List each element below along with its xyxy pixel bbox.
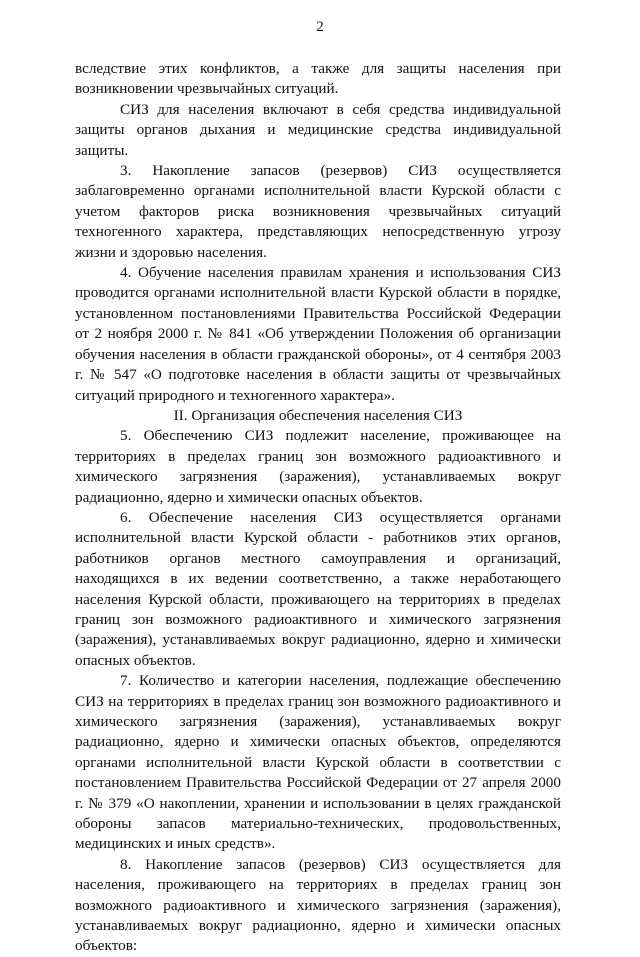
paragraph-8: 8. Накопление запасов (резервов) СИЗ осуществляется для населения, проживающего на территориях в пределах границ зон возможного радиоактивного и химического загрязнения (заражения), устанавливаемых вокруг радиационно, ядерно и химически опасных объектов: (75, 855, 561, 955)
paragraph-siz-composition: СИЗ для населения включают в себя средства индивидуальной защиты органов дыхания и медицинские средства индивидуальной защиты. (75, 100, 561, 159)
document-body (75, 59, 561, 957)
page-number: 2 (316, 19, 324, 35)
paragraph-6: 6. Обеспечение населения СИЗ осуществляется органами исполнительной власти Курской области - работников этих органов, работников органов местного самоуправления и организаций, находящихся в их ведении соответственно, а также неработающего населения Курской области, проживающего на территориях в пределах границ зон возможного радиоактивного и химического загрязнения (заражения), устанавливаемых вокруг радиационно, ядерно и химически опасных объектов. (75, 508, 561, 669)
paragraph-5: 5. Обеспечению СИЗ подлежит население, проживающее на территориях в пределах границ зон возможного радиоактивного и химического загрязнения (заражения), устанавливаемых вокруг радиационно, ядерно и химически опасных объектов. (75, 427, 561, 506)
paragraph-continuation: вследствие этих конфликтов, а также для защиты населения при возникновении чрезвычайных ситуаций. (75, 60, 561, 98)
paragraph-7: 7. Количество и категории населения, подлежащие обеспечению СИЗ на территориях в пределах границ зон возможного радиоактивного и химического загрязнения (заражения), устанавливаемых вокруг радиационно, ядерно и химически опасных объектов, определяются органами исполнительной власти Курской области в соответствии с постановлением Правительства Российской Федерации от 27 апреля 2000 г. № 379 «О накоплении, хранении и использовании в целях гражданской обороны запасов материально-технических, продовольственных, медицинских и иных средств». (75, 672, 561, 853)
section-heading-2: II. Организация обеспечения населения СИЗ (173, 406, 463, 424)
paragraph-4: 4. Обучение населения правилам хранения и использования СИЗ проводится органами исполнительной власти Курской области в порядке, установленном постановлениями Правительства Российской Федерации от 2 ноября 2000 г. № 841 «Об утверждении Положения об организации обучения населения в области гражданской обороны», от 4 сентября 2003 г. № 547 «О подготовке населения в области защиты от чрезвычайных ситуаций природного и техногенного характера». (75, 264, 561, 404)
paragraph-3: 3. Накопление запасов (резервов) СИЗ осуществляется заблаговременно органами исполнительной власти Курской области с учетом факторов риска возникновения чрезвычайных ситуаций техногенного характера, представляющих непосредственную угрозу жизни и здоровью населения. (75, 162, 561, 261)
